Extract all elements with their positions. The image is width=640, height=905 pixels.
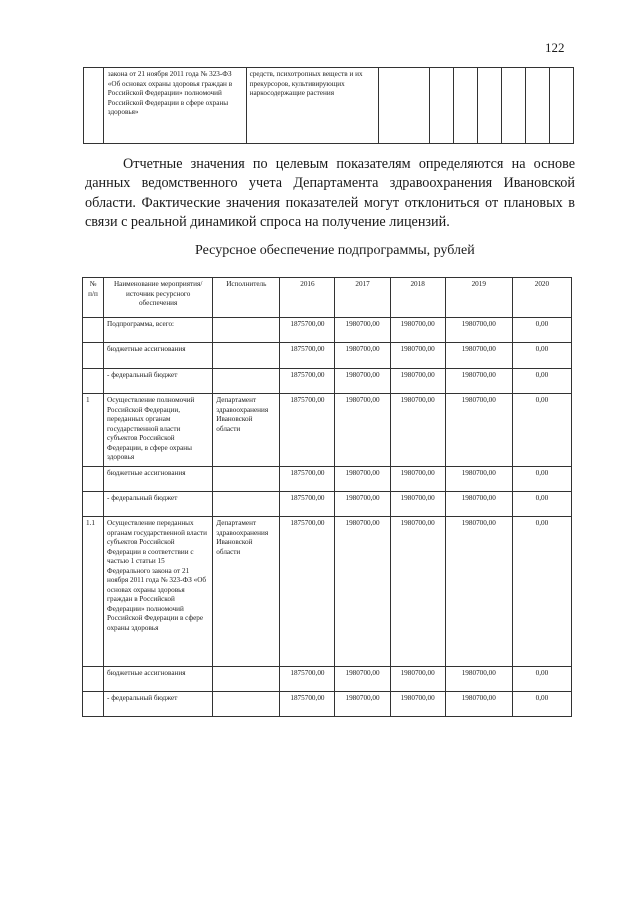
empty-cell — [430, 68, 454, 144]
table-row — [84, 68, 574, 144]
value-2019: 1980700,00 — [445, 467, 512, 492]
value-2020: 0,00 — [512, 692, 571, 717]
value-2019: 1980700,00 — [445, 492, 512, 517]
header-cell: 2018 — [390, 278, 445, 318]
value-2019: 1980700,00 — [445, 369, 512, 394]
value-2017: 1980700,00 — [335, 692, 390, 717]
table-row — [83, 692, 572, 717]
table-row — [83, 318, 572, 343]
row-executor — [213, 667, 280, 692]
row-name: Осуществление полномочий Российской Федерации, переданных органам государственной власти субъектов Российской Федерации, в сфере охраны здоровья — [104, 394, 213, 467]
row-name: бюджетные ассигнования — [104, 467, 213, 492]
value-2019: 1980700,00 — [445, 394, 512, 467]
value-2017: 1980700,00 — [335, 394, 390, 467]
header-cell: 2020 — [512, 278, 571, 318]
value-2020: 0,00 — [512, 517, 571, 667]
value-2019: 1980700,00 — [445, 692, 512, 717]
continuation-table — [83, 67, 574, 144]
value-2020: 0,00 — [512, 467, 571, 492]
row-number — [83, 667, 104, 692]
value-2020: 0,00 — [512, 369, 571, 394]
header-cell: 2016 — [280, 278, 335, 318]
row-executor — [213, 318, 280, 343]
value-2017: 1980700,00 — [335, 667, 390, 692]
value-2020: 0,00 — [512, 492, 571, 517]
value-2016: 1875700,00 — [280, 492, 335, 517]
empty-cell — [379, 68, 430, 144]
value-2017: 1980700,00 — [335, 343, 390, 369]
value-2016: 1875700,00 — [280, 692, 335, 717]
value-2017: 1980700,00 — [335, 492, 390, 517]
value-2018: 1980700,00 — [390, 467, 445, 492]
table-row — [83, 467, 572, 492]
resource-table — [82, 277, 572, 717]
empty-cell — [454, 68, 478, 144]
value-2016: 1875700,00 — [280, 517, 335, 667]
value-2018: 1980700,00 — [390, 343, 445, 369]
empty-cell — [525, 68, 549, 144]
row-name: бюджетные ассигнования — [104, 667, 213, 692]
row-number: 1 — [83, 394, 104, 467]
row-executor — [213, 343, 280, 369]
row-number — [83, 692, 104, 717]
row-executor — [213, 369, 280, 394]
value-2018: 1980700,00 — [390, 369, 445, 394]
value-2017: 1980700,00 — [335, 369, 390, 394]
header-cell: 2019 — [445, 278, 512, 318]
header-cell: Исполнитель — [213, 278, 280, 318]
row-number — [83, 492, 104, 517]
empty-cell — [549, 68, 573, 144]
row-name: - федеральный бюджет — [104, 692, 213, 717]
row-number — [83, 467, 104, 492]
page-number: 122 — [545, 40, 565, 55]
header-cell: 2017 — [335, 278, 390, 318]
value-2017: 1980700,00 — [335, 318, 390, 343]
table-row — [83, 343, 572, 369]
row-executor — [213, 467, 280, 492]
value-2016: 1875700,00 — [280, 343, 335, 369]
value-2019: 1980700,00 — [445, 318, 512, 343]
table-caption: Ресурсное обеспечение подпрограммы, рублей — [195, 243, 475, 258]
value-2018: 1980700,00 — [390, 318, 445, 343]
header-cell: Наименование мероприятия/источник ресурсного обеспечения — [104, 278, 213, 318]
row-executor: Департамент здравоохранения Ивановской области — [213, 517, 280, 667]
table-row — [83, 667, 572, 692]
value-2017: 1980700,00 — [335, 467, 390, 492]
value-2016: 1875700,00 — [280, 467, 335, 492]
value-2016: 1875700,00 — [280, 369, 335, 394]
row-name: Осуществление переданных органам государственной власти субъектов Российской Федерации в соответствии с частью 1 статьи 15 Федерального закона от 21 ноября 2011 года № 323-ФЗ «Об основах охраны здоровья граждан в Российской Федерации» полномочий Российской Федерации в сфере охраны здоровья — [104, 517, 213, 667]
row-number — [83, 318, 104, 343]
row-number — [83, 343, 104, 369]
row-number: 1.1 — [83, 517, 104, 667]
row-name: - федеральный бюджет — [104, 369, 213, 394]
empty-cell — [478, 68, 502, 144]
row-executor: Департамент здравоохранения Ивановской области — [213, 394, 280, 467]
value-2020: 0,00 — [512, 667, 571, 692]
value-2019: 1980700,00 — [445, 517, 512, 667]
row-number — [83, 369, 104, 394]
table-row — [83, 394, 572, 467]
value-2016: 1875700,00 — [280, 318, 335, 343]
table-header-row — [83, 278, 572, 318]
empty-cell — [84, 68, 104, 144]
body-paragraph: Отчетные значения по целевым показателям определяются на основе данных ведомственного учета Департамента здравоохранения Ивановской области. Фактические значения показателей могут отклониться от плановых в связи с реальной динамикой спроса на получение лицензий. — [85, 156, 575, 231]
row-name: Подпрограмма, всего: — [104, 318, 213, 343]
empty-cell — [502, 68, 526, 144]
table-row — [83, 492, 572, 517]
law-reference-cell: закона от 21 ноября 2011 года № 323-ФЗ «Об основах охраны здоровья граждан в Российской Федерации» полномочий Российской Федерации в сфере охраны здоровья» — [103, 68, 246, 144]
row-name: - федеральный бюджет — [104, 492, 213, 517]
value-2018: 1980700,00 — [390, 492, 445, 517]
value-2020: 0,00 — [512, 318, 571, 343]
value-2018: 1980700,00 — [390, 692, 445, 717]
value-2018: 1980700,00 — [390, 667, 445, 692]
value-2020: 0,00 — [512, 394, 571, 467]
value-2016: 1875700,00 — [280, 667, 335, 692]
header-cell: № п/п — [83, 278, 104, 318]
value-2018: 1980700,00 — [390, 517, 445, 667]
value-2018: 1980700,00 — [390, 394, 445, 467]
row-name: бюджетные ассигнования — [104, 343, 213, 369]
value-2019: 1980700,00 — [445, 667, 512, 692]
substances-cell: средств, психотропных веществ и их прекурсоров, культивирующих наркосодержащие растения — [246, 68, 378, 144]
value-2020: 0,00 — [512, 343, 571, 369]
value-2017: 1980700,00 — [335, 517, 390, 667]
value-2019: 1980700,00 — [445, 343, 512, 369]
table-row — [83, 369, 572, 394]
row-executor — [213, 692, 280, 717]
row-executor — [213, 492, 280, 517]
value-2016: 1875700,00 — [280, 394, 335, 467]
table-row — [83, 517, 572, 667]
